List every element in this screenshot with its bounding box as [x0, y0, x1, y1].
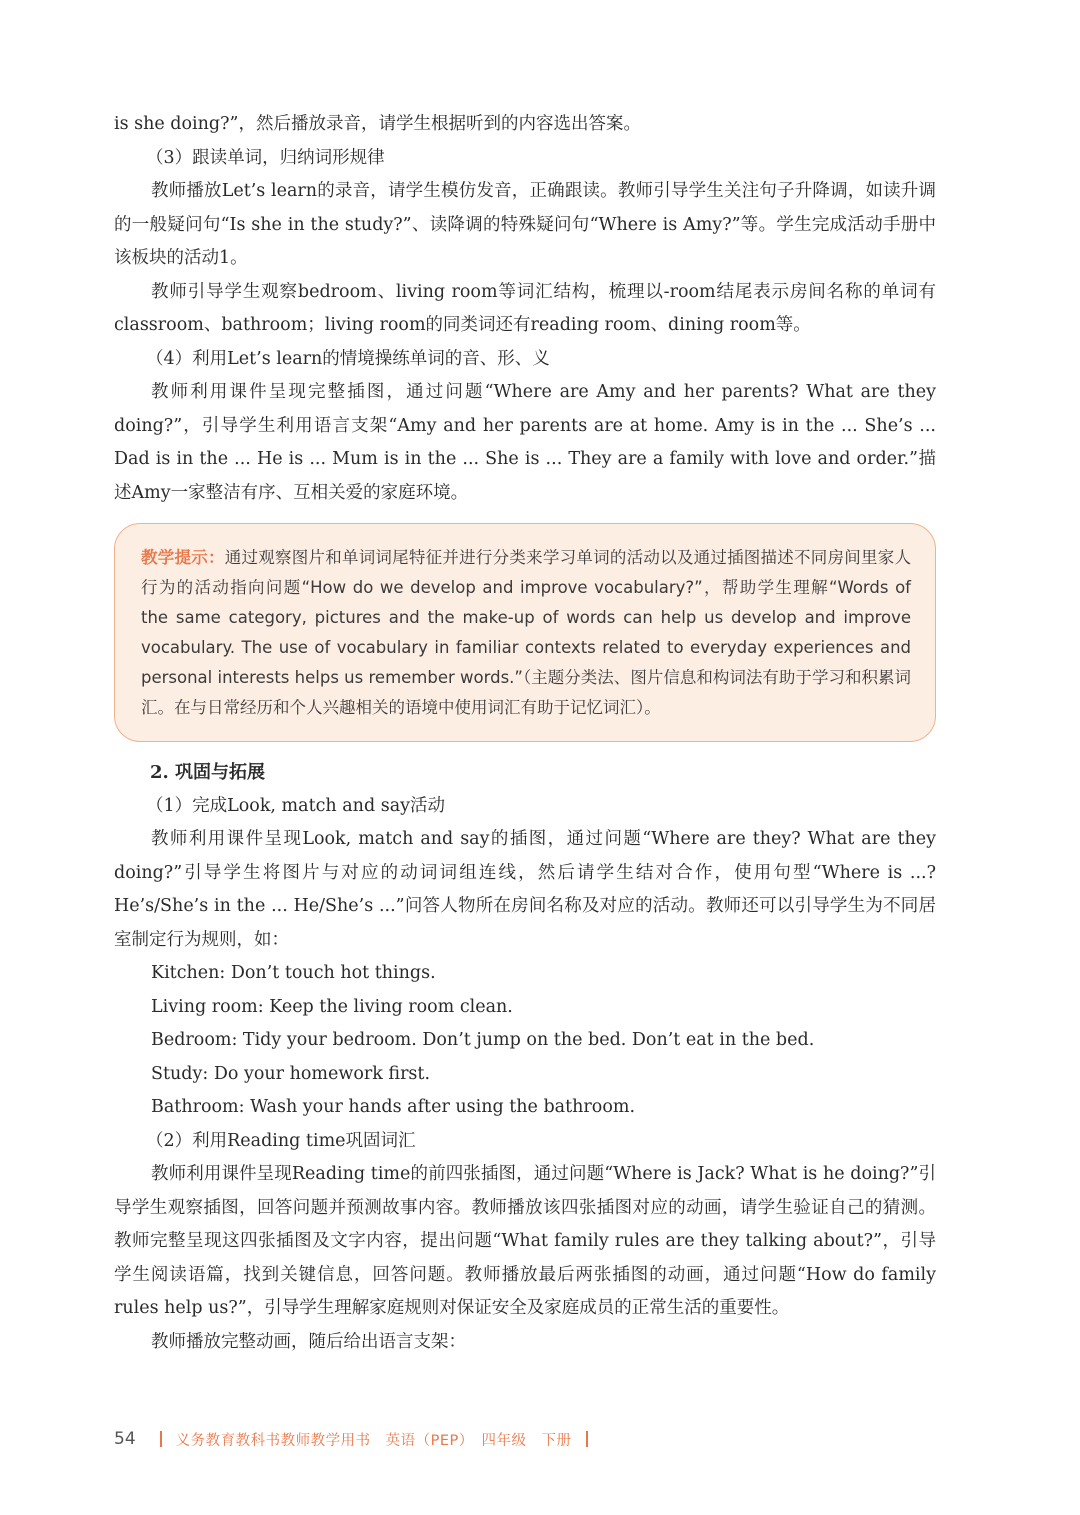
- subheading-1: （1）完成Look, match and say活动: [146, 795, 446, 816]
- paragraph-lets-learn-audio: 教师播放Let’s learn的录音，请学生模仿发音，正确跟读。教师引导学生关注句子升降调，如读升调的一般疑问句“Is she in the study?”、读降调的特殊疑问句“Where is Amy?”等。学生完成活动手册中该板块的活动1。: [114, 181, 936, 268]
- page-footer: [114, 1427, 588, 1451]
- example-rule: Bedroom: Tidy your bedroom. Don’t jump on the bed. Don’t eat in the bed.: [151, 1030, 815, 1050]
- paragraph-courseware-illustration: 教师利用课件呈现完整插图，通过问题“Where are Amy and her parents? What are they doing?”，引导学生利用语言支架“Amy and her parents are at home. Amy is in the ... She’s ... Dad is in the ... He is ... Mum is in the ... She is ... They are a family with love and order.”描述Amy一家整洁有序、互相关爱的家庭环境。: [114, 382, 936, 503]
- subheading-3: （3）跟读单词，归纳词形规律: [146, 147, 385, 168]
- footer-divider: [586, 1431, 588, 1447]
- teaching-tip-text: 通过观察图片和单词词尾特征并进行分类来学习单词的活动以及通过插图描述不同房间里家人行为的活动指向问题“How do we develop and improve vocabulary?”，帮助学生理解“Words of the same category, pictures and the make-up of words can help us develop and improve vocabulary. The use of vocabulary in familiar contexts related to everyday experiences and personal interests helps us remember words.”（主题分类法、图片信息和构词法有助于学习和积累词汇。在与日常经历和个人兴趣相关的语境中使用词汇有助于记忆词汇）。: [141, 548, 912, 717]
- paragraph-continuation: is she doing?”，然后播放录音，请学生根据听到的内容选出答案。: [114, 114, 641, 134]
- example-rule: Living room: Keep the living room clean.: [151, 996, 513, 1017]
- subheading-2: （2）利用Reading time巩固词汇: [146, 1130, 416, 1151]
- page-content: [114, 108, 936, 1359]
- paragraph-look-match-say: 教师利用课件呈现Look, match and say的插图，通过问题“Where are they? What are they doing?”引导学生将图片与对应的动词词组连线，然后请学生结对合作，使用句型“Where is ...? He’s/She’s in the ... He/She’s ...”问答人物所在房间名称及对应的活动。教师还可以引导学生为不同居室制定行为规则，如：: [114, 829, 936, 950]
- example-rule: Study: Do your homework first.: [151, 1063, 431, 1084]
- example-rule: Bathroom: Wash your hands after using the bathroom.: [151, 1097, 636, 1117]
- teaching-tip-label: 教学提示：: [141, 548, 225, 567]
- page-number: 54: [114, 1429, 136, 1449]
- paragraph-full-animation: 教师播放完整动画，随后给出语言支架：: [151, 1331, 466, 1352]
- paragraph-word-structure: 教师引导学生观察bedroom、living room等词汇结构，梳理以-room结尾表示房间名称的单词有classroom、bathroom；living room的同类词还有reading room、dining room等。: [114, 281, 936, 335]
- teaching-tip-box: [114, 523, 936, 742]
- subheading-4: （4）利用Let’s learn的情境操练单词的音、形、义: [146, 348, 550, 369]
- paragraph-reading-time: 教师利用课件呈现Reading time的前四张插图，通过问题“Where is Jack? What is he doing?”引导学生观察插图，回答问题并预测故事内容。教师播放该四张插图对应的动画，请学生验证自己的猜测。教师完整呈现这四张插图及文字内容，提出问题“What family rules are they talking about?”，引导学生阅读语篇，找到关键信息，回答问题。教师播放最后两张插图的动画，通过问题“How do family rules help us?”，引导学生理解家庭规则对保证安全及家庭成员的正常生活的重要性。: [114, 1164, 936, 1318]
- example-rule: Kitchen: Don’t touch hot things.: [151, 963, 436, 983]
- section-title: 2. 巩固与拓展: [150, 762, 266, 783]
- footer-divider: [160, 1431, 162, 1447]
- book-title: 义务教育教科书教师教学用书 英语（PEP） 四年级 下册: [175, 1432, 572, 1449]
